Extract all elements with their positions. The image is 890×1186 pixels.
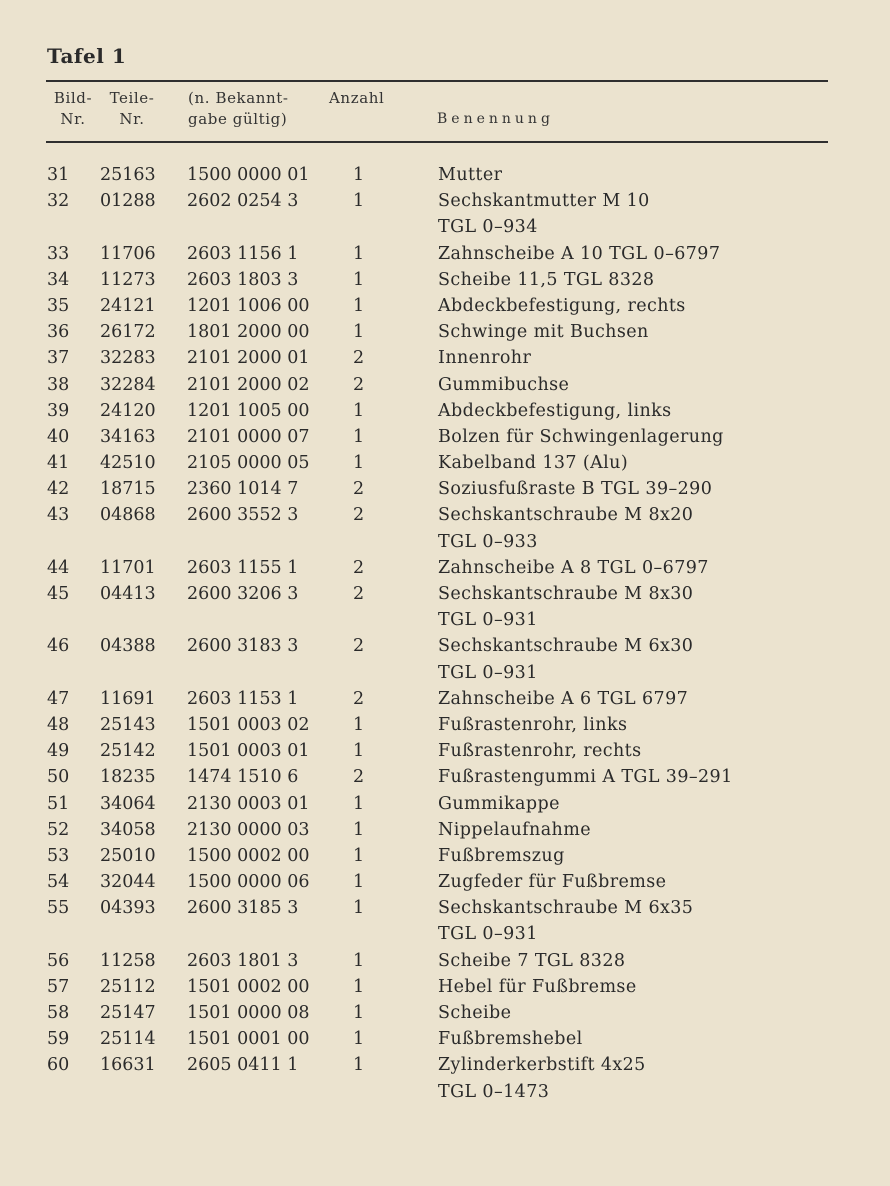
table-row	[0, 764, 890, 790]
cell-bek: 2603 1801 3	[187, 950, 299, 971]
table-row	[0, 895, 890, 921]
cell-teile: 04388	[100, 636, 156, 657]
table-row	[0, 1026, 890, 1052]
cell-bek: 2600 3183 3	[187, 636, 299, 657]
cell-bild: 60	[47, 1055, 70, 1076]
cell-benennung: Fußbremszug	[438, 845, 565, 866]
cell-bild: 36	[47, 322, 70, 343]
cell-bild: 44	[47, 557, 70, 578]
cell-teile: 25114	[100, 1029, 156, 1050]
cell-bild: 35	[47, 295, 70, 316]
cell-bek: 2600 3185 3	[187, 898, 299, 919]
cell-benennung: Fußrastengummi A TGL 39–291	[438, 767, 733, 788]
cell-benennung: Gummibuchse	[438, 374, 570, 395]
cell-benennung: TGL 0–933	[438, 531, 538, 552]
cell-anzahl: 2	[353, 584, 365, 604]
cell-bild: 39	[47, 400, 70, 421]
cell-bild: 32	[47, 191, 70, 212]
cell-teile: 24121	[100, 295, 156, 316]
cell-bild: 41	[47, 453, 70, 474]
cell-bek: 1501 0002 00	[187, 976, 310, 997]
cell-benennung: Abdeckbefestigung, rechts	[438, 295, 686, 316]
cell-bek: 1501 0000 08	[187, 1003, 310, 1023]
cell-bek: 2603 1156 1	[187, 243, 299, 264]
table-row	[0, 791, 890, 817]
cell-teile: 42510	[100, 453, 156, 474]
cell-teile: 25112	[100, 976, 156, 997]
cell-anzahl: 1	[353, 165, 365, 185]
cell-anzahl: 2	[353, 374, 365, 395]
cell-anzahl: 1	[353, 400, 365, 421]
cell-teile: 32283	[100, 348, 156, 369]
header-rule-bottom	[46, 141, 828, 143]
table-row	[0, 869, 890, 895]
cell-bek: 1500 0000 01	[187, 165, 310, 185]
cell-teile: 04868	[100, 505, 156, 526]
cell-benennung: Mutter	[438, 165, 503, 185]
cell-teile: 25163	[100, 165, 156, 185]
cell-bek: 2603 1153 1	[187, 688, 299, 709]
cell-benennung: Sechskantschraube M 6x35	[438, 898, 694, 919]
cell-bek: 2603 1803 3	[187, 269, 299, 290]
cell-teile: 34064	[100, 793, 156, 814]
cell-benennung: Fußrastenrohr, rechts	[438, 741, 642, 762]
cell-bild: 38	[47, 374, 70, 395]
table-row	[0, 319, 890, 345]
cell-teile: 18715	[100, 479, 156, 500]
cell-bek: 2101 2000 02	[187, 374, 310, 395]
cell-benennung: Zahnscheibe A 8 TGL 0–6797	[438, 557, 709, 578]
cell-anzahl: 1	[353, 453, 365, 474]
cell-teile: 32284	[100, 374, 156, 395]
cell-benennung: Scheibe 11,5 TGL 8328	[438, 269, 655, 290]
cell-anzahl: 1	[353, 976, 365, 997]
table-row	[0, 581, 890, 607]
table-row	[0, 607, 890, 633]
page-title: Tafel 1	[47, 44, 127, 68]
cell-bek: 2602 0254 3	[187, 191, 299, 212]
table-row	[0, 345, 890, 371]
table-row	[0, 974, 890, 1000]
cell-anzahl: 1	[353, 243, 365, 264]
table-row	[0, 1000, 890, 1026]
cell-teile: 11701	[100, 557, 156, 578]
cell-teile: 11258	[100, 950, 156, 971]
cell-benennung: TGL 0–931	[438, 924, 538, 945]
cell-bek: 2101 2000 01	[187, 348, 310, 369]
cell-benennung: Zylinderkerbstift 4x25	[438, 1055, 646, 1076]
table-row	[0, 738, 890, 764]
cell-benennung: TGL 0–931	[438, 662, 538, 683]
cell-teile: 25142	[100, 741, 156, 762]
cell-teile: 34163	[100, 426, 156, 447]
table-row	[0, 162, 890, 188]
cell-teile: 25143	[100, 714, 156, 735]
cell-benennung: Nippelaufnahme	[438, 819, 591, 840]
column-header-teile: Teile- Nr.	[109, 89, 155, 128]
table-row	[0, 1079, 890, 1105]
cell-bild: 42	[47, 479, 70, 500]
cell-bek: 2600 3552 3	[187, 505, 299, 526]
cell-bek: 1500 0002 00	[187, 845, 310, 866]
cell-teile: 11691	[100, 688, 156, 709]
cell-teile: 04413	[100, 584, 156, 604]
cell-anzahl: 2	[353, 688, 365, 709]
table-row	[0, 267, 890, 293]
table-row	[0, 502, 890, 528]
cell-bek: 1801 2000 00	[187, 322, 310, 343]
cell-teile: 16631	[100, 1055, 156, 1076]
table-row	[0, 817, 890, 843]
cell-bild: 54	[47, 872, 70, 893]
table-row	[0, 293, 890, 319]
cell-anzahl: 2	[353, 479, 365, 500]
cell-benennung: TGL 0–931	[438, 610, 538, 631]
cell-bild: 48	[47, 714, 70, 735]
cell-teile: 25010	[100, 845, 156, 866]
cell-benennung: Soziusfußraste B TGL 39–290	[438, 479, 713, 500]
cell-anzahl: 1	[353, 872, 365, 893]
cell-bild: 59	[47, 1029, 70, 1050]
cell-bek: 2603 1155 1	[187, 557, 299, 578]
table-row	[0, 712, 890, 738]
cell-benennung: Fußrastenrohr, links	[438, 714, 628, 735]
cell-bild: 52	[47, 819, 70, 840]
cell-teile: 34058	[100, 819, 156, 840]
cell-bild: 58	[47, 1003, 70, 1023]
cell-benennung: Innenrohr	[438, 348, 532, 369]
cell-teile: 04393	[100, 898, 156, 919]
cell-teile: 18235	[100, 767, 156, 788]
cell-bek: 1500 0000 06	[187, 872, 310, 893]
cell-anzahl: 1	[353, 845, 365, 866]
cell-bild: 46	[47, 636, 70, 657]
cell-bild: 55	[47, 898, 70, 919]
cell-benennung: Gummikappe	[438, 793, 560, 814]
table-row	[0, 450, 890, 476]
cell-bild: 43	[47, 505, 70, 526]
cell-bek: 2101 0000 07	[187, 426, 310, 447]
cell-anzahl: 1	[353, 898, 365, 919]
column-header-anzahl: Anzahl	[329, 89, 385, 107]
cell-bek: 1201 1005 00	[187, 400, 310, 421]
cell-bek: 2360 1014 7	[187, 479, 299, 500]
cell-benennung: Zugfeder für Fußbremse	[438, 872, 667, 893]
parts-table	[0, 162, 890, 1105]
header-rule-top	[46, 80, 828, 82]
cell-bek: 2605 0411 1	[187, 1055, 299, 1076]
cell-benennung: Hebel für Fußbremse	[438, 976, 637, 997]
cell-bek: 1501 0003 02	[187, 714, 310, 735]
cell-teile: 11273	[100, 269, 156, 290]
cell-bek: 2130 0003 01	[187, 793, 310, 814]
cell-bild: 33	[47, 243, 70, 264]
table-row	[0, 241, 890, 267]
cell-teile: 11706	[100, 243, 156, 264]
cell-bild: 34	[47, 269, 70, 290]
table-row	[0, 921, 890, 947]
table-row	[0, 660, 890, 686]
cell-bek: 2130 0000 03	[187, 819, 310, 840]
cell-anzahl: 1	[353, 191, 365, 212]
table-row	[0, 1052, 890, 1078]
cell-benennung: Zahnscheibe A 10 TGL 0–6797	[438, 243, 721, 264]
cell-bek: 1501 0003 01	[187, 741, 310, 762]
cell-benennung: Sechskantschraube M 6x30	[438, 636, 694, 657]
cell-anzahl: 1	[353, 295, 365, 316]
cell-bek: 1474 1510 6	[187, 767, 299, 788]
cell-bild: 45	[47, 584, 70, 604]
cell-benennung: Sechskantschraube M 8x30	[438, 584, 694, 604]
cell-teile: 26172	[100, 322, 156, 343]
table-row	[0, 188, 890, 214]
cell-teile: 25147	[100, 1003, 156, 1023]
cell-anzahl: 1	[353, 1029, 365, 1050]
cell-bild: 40	[47, 426, 70, 447]
cell-anzahl: 1	[353, 1055, 365, 1076]
table-row	[0, 476, 890, 502]
cell-benennung: Abdeckbefestigung, links	[438, 400, 672, 421]
cell-bild: 47	[47, 688, 70, 709]
table-row	[0, 633, 890, 659]
cell-anzahl: 1	[353, 819, 365, 840]
cell-bild: 56	[47, 950, 70, 971]
cell-benennung: Bolzen für Schwingenlagerung	[438, 426, 724, 447]
table-row	[0, 372, 890, 398]
cell-bild: 57	[47, 976, 70, 997]
cell-benennung: TGL 0–1473	[438, 1081, 550, 1102]
cell-anzahl: 1	[353, 269, 365, 290]
cell-bek: 2105 0000 05	[187, 453, 310, 474]
table-row	[0, 529, 890, 555]
cell-benennung: Sechskantschraube M 8x20	[438, 505, 694, 526]
cell-benennung: Scheibe	[438, 1003, 512, 1023]
cell-teile: 01288	[100, 191, 156, 212]
cell-bild: 53	[47, 845, 70, 866]
table-row	[0, 214, 890, 240]
table-row	[0, 948, 890, 974]
cell-anzahl: 1	[353, 950, 365, 971]
table-row	[0, 398, 890, 424]
table-row	[0, 555, 890, 581]
cell-teile: 32044	[100, 872, 156, 893]
cell-anzahl: 2	[353, 767, 365, 788]
cell-anzahl: 1	[353, 741, 365, 762]
cell-bild: 49	[47, 741, 70, 762]
cell-benennung: Sechskantmutter M 10	[438, 191, 650, 212]
cell-benennung: Kabelband 137 (Alu)	[438, 453, 629, 474]
cell-benennung: Fußbremshebel	[438, 1029, 583, 1050]
cell-bek: 1201 1006 00	[187, 295, 310, 316]
cell-bild: 37	[47, 348, 70, 369]
cell-anzahl: 1	[353, 426, 365, 447]
cell-bek: 1501 0001 00	[187, 1029, 310, 1050]
cell-benennung: Zahnscheibe A 6 TGL 6797	[438, 688, 689, 709]
cell-teile: 24120	[100, 400, 156, 421]
cell-anzahl: 1	[353, 793, 365, 814]
cell-bild: 50	[47, 767, 70, 788]
cell-bek: 2600 3206 3	[187, 584, 299, 604]
column-header-bild: Bild- Nr.	[53, 89, 93, 128]
table-row	[0, 843, 890, 869]
cell-bild: 51	[47, 793, 70, 814]
column-header-benennung: Benennung	[437, 111, 554, 127]
cell-benennung: TGL 0–934	[438, 217, 538, 238]
cell-anzahl: 1	[353, 322, 365, 343]
cell-bild: 31	[47, 165, 70, 185]
cell-anzahl: 2	[353, 636, 365, 657]
cell-anzahl: 1	[353, 1003, 365, 1023]
cell-benennung: Schwinge mit Buchsen	[438, 322, 649, 343]
table-row	[0, 424, 890, 450]
cell-benennung: Scheibe 7 TGL 8328	[438, 950, 626, 971]
table-row	[0, 686, 890, 712]
cell-anzahl: 2	[353, 348, 365, 369]
cell-anzahl: 2	[353, 505, 365, 526]
cell-anzahl: 1	[353, 714, 365, 735]
cell-anzahl: 2	[353, 557, 365, 578]
column-header-bekanntgabe: (n. Bekannt- gabe gültig)	[188, 89, 289, 128]
